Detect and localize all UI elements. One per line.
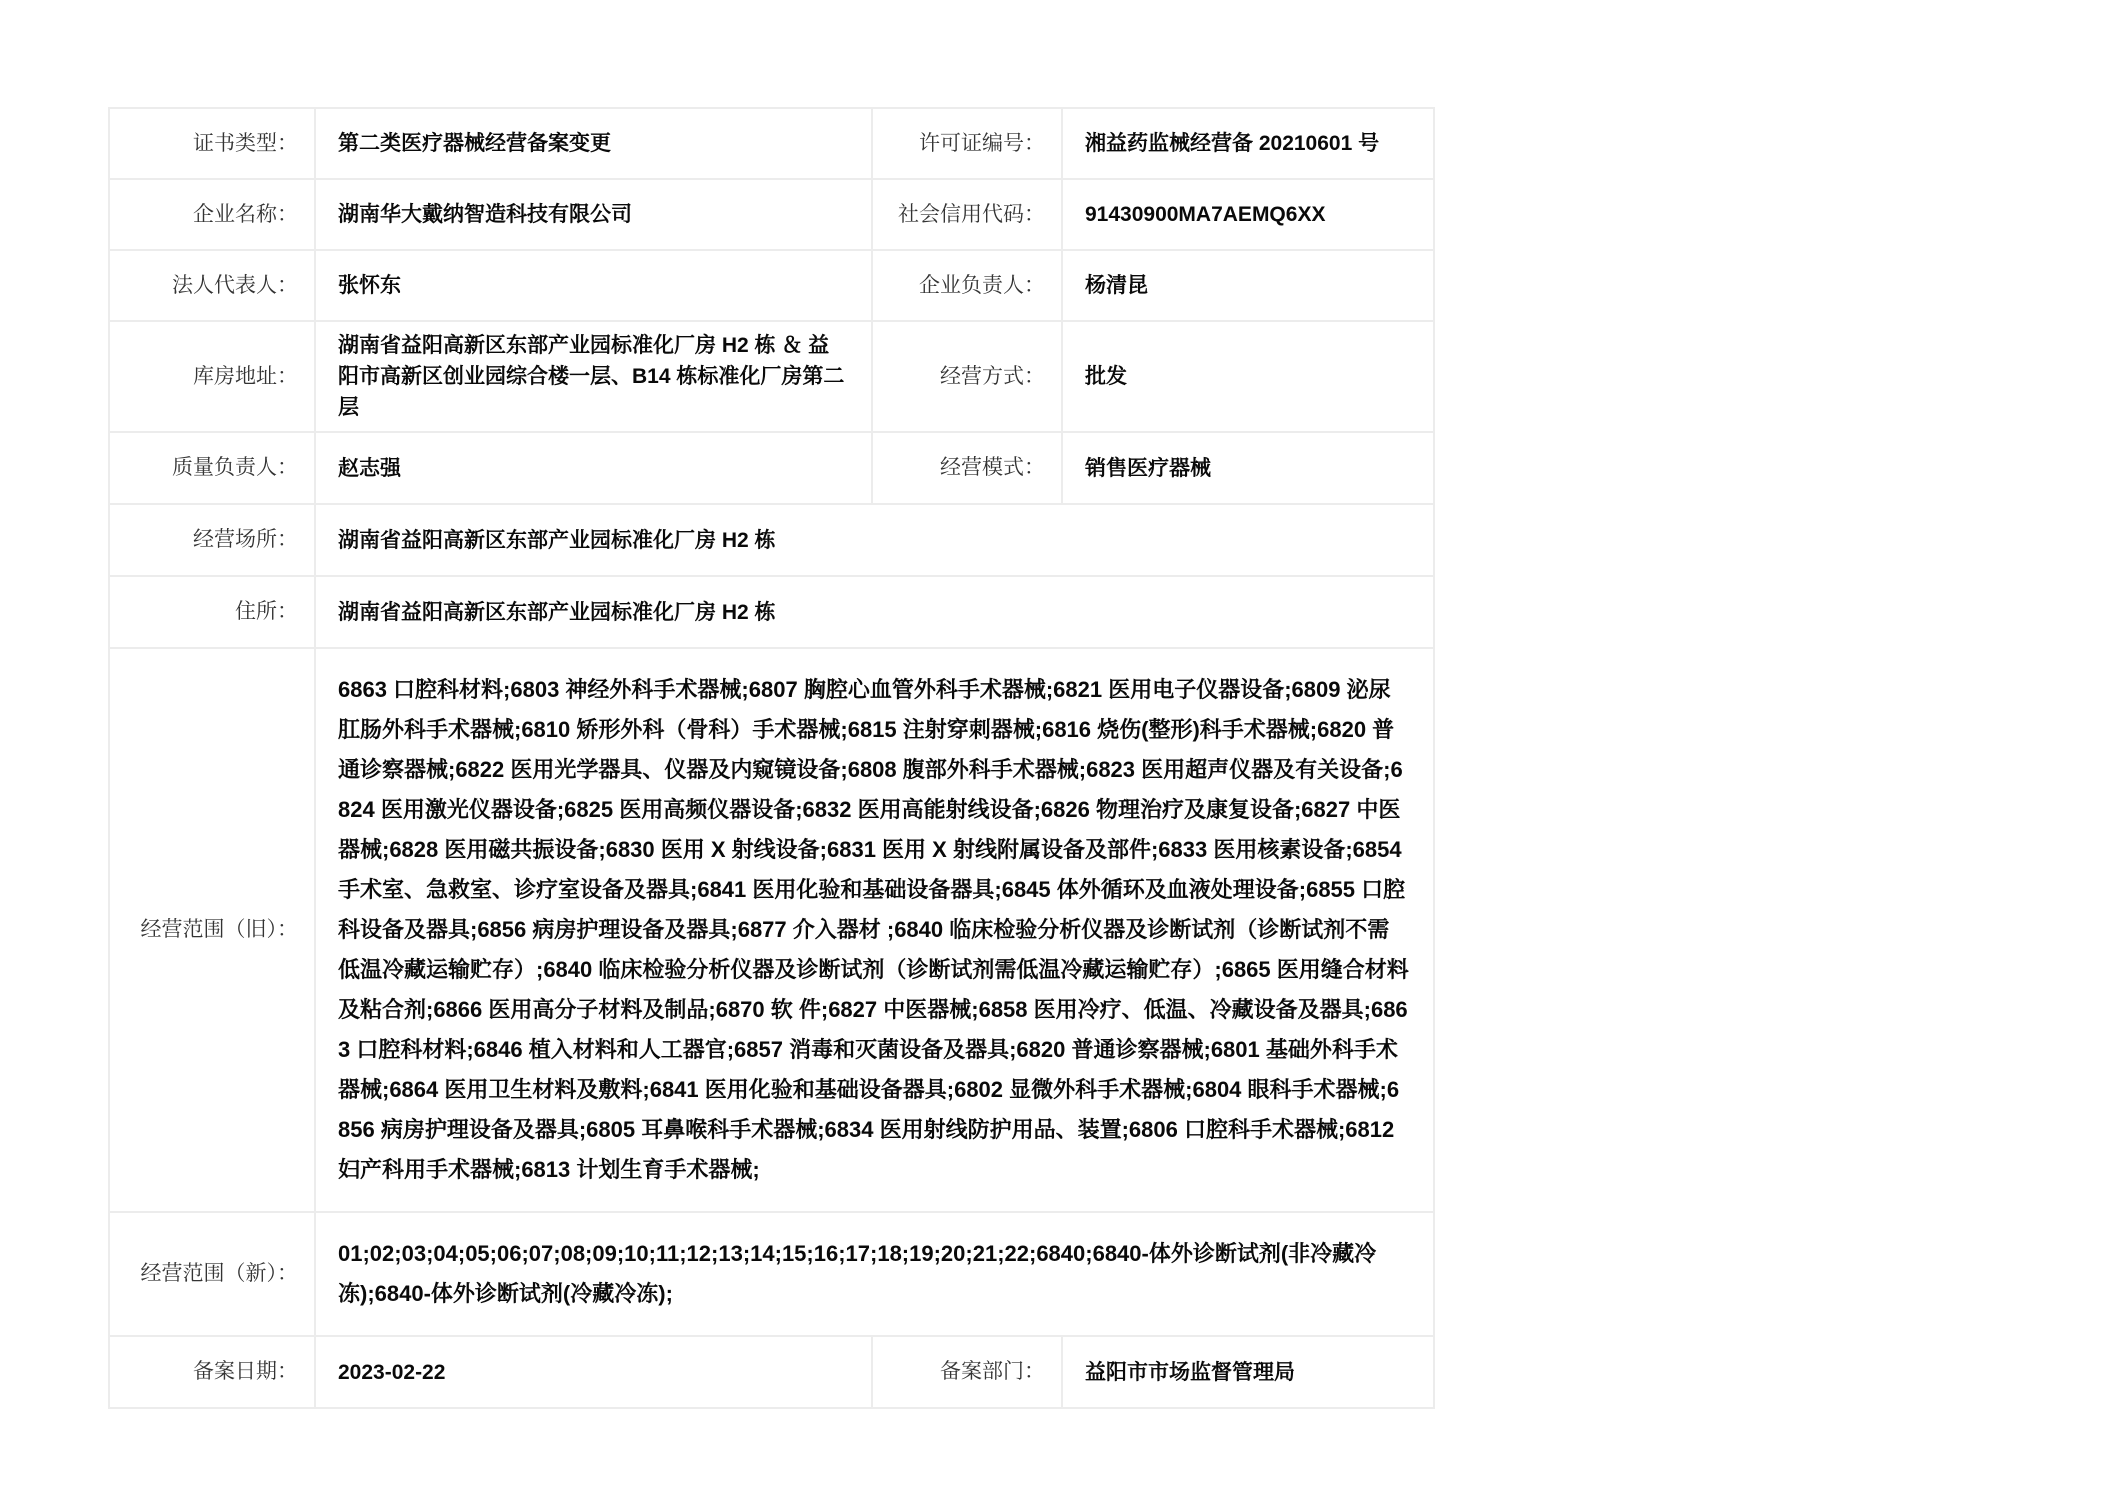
table-row bbox=[109, 250, 1434, 321]
warehouse-address-value: 湖南省益阳高新区东部产业园标准化厂房 H2 栋 ＆ 益阳市高新区创业园综合楼一层、B14 栋标准化厂房第二层 bbox=[315, 321, 872, 432]
company-name-label: 企业名称： bbox=[109, 179, 315, 250]
table-row bbox=[109, 1212, 1434, 1336]
filing-dept-value: 益阳市市场监督管理局 bbox=[1062, 1336, 1434, 1408]
biz-mode-label: 经营模式： bbox=[872, 432, 1062, 504]
principal-value: 杨清昆 bbox=[1062, 250, 1434, 321]
cert-type-label: 证书类型： bbox=[109, 108, 315, 179]
biz-method-label: 经营方式： bbox=[872, 321, 1062, 432]
legal-rep-label: 法人代表人： bbox=[109, 250, 315, 321]
registration-table bbox=[108, 107, 1435, 1409]
residence-label: 住所： bbox=[109, 576, 315, 648]
residence-value: 湖南省益阳高新区东部产业园标准化厂房 H2 栋 bbox=[315, 576, 1434, 648]
table-row bbox=[109, 576, 1434, 648]
table-row bbox=[109, 1336, 1434, 1408]
table-row bbox=[109, 321, 1434, 432]
scope-new-label: 经营范围（新）： bbox=[109, 1212, 315, 1336]
table-row bbox=[109, 432, 1434, 504]
quality-head-value: 赵志强 bbox=[315, 432, 872, 504]
table-row bbox=[109, 504, 1434, 576]
warehouse-address-label: 库房地址： bbox=[109, 321, 315, 432]
company-name-value: 湖南华大戴纳智造科技有限公司 bbox=[315, 179, 872, 250]
premises-label: 经营场所： bbox=[109, 504, 315, 576]
license-no-value: 湘益药监械经营备 20210601 号 bbox=[1062, 108, 1434, 179]
biz-method-value: 批发 bbox=[1062, 321, 1434, 432]
cert-type-value: 第二类医疗器械经营备案变更 bbox=[315, 108, 872, 179]
filing-dept-label: 备案部门： bbox=[872, 1336, 1062, 1408]
scope-old-label: 经营范围（旧）： bbox=[109, 648, 315, 1212]
table-row bbox=[109, 108, 1434, 179]
credit-code-label: 社会信用代码： bbox=[872, 179, 1062, 250]
credit-code-value: 91430900MA7AEMQ6XX bbox=[1062, 179, 1434, 250]
license-no-label: 许可证编号： bbox=[872, 108, 1062, 179]
scope-new-value: 01;02;03;04;05;06;07;08;09;10;11;12;13;14;15;16;17;18;19;20;21;22;6840;6840-体外诊断试剂(非冷藏冷冻);6840-体外诊断试剂(冷藏冷冻); bbox=[315, 1212, 1434, 1336]
filing-date-label: 备案日期： bbox=[109, 1336, 315, 1408]
table-row bbox=[109, 179, 1434, 250]
premises-value: 湖南省益阳高新区东部产业园标准化厂房 H2 栋 bbox=[315, 504, 1434, 576]
legal-rep-value: 张怀东 bbox=[315, 250, 872, 321]
principal-label: 企业负责人： bbox=[872, 250, 1062, 321]
quality-head-label: 质量负责人： bbox=[109, 432, 315, 504]
scope-old-value: 6863 口腔科材料;6803 神经外科手术器械;6807 胸腔心血管外科手术器械;6821 医用电子仪器设备;6809 泌尿肛肠外科手术器械;6810 矫形外科（骨科）手术器械;6815 注射穿刺器械;6816 烧伤(整形)科手术器械;6820 普通诊察器械;6822 医用光学器具、仪器及内窥镜设备;6808 腹部外科手术器械;6823 医用超声仪器及有关设备;6824 医用激光仪器设备;6825 医用高频仪器设备;6832 医用高能射线设备;6826 物理治疗及康复设备;6827 中医器械;6828 医用磁共振设备;6830 医用 X 射线设备;6831 医用 X 射线附属设备及部件;6833 医用核素设备;6854 手术室、急救室、诊疗室设备及器具;6841 医用化验和基础设备器具;6845 体外循环及血液处理设备;6855 口腔科设备及器具;6856 病房护理设备及器具;6877 介入器材 ;6840 临床检验分析仪器及诊断试剂（诊断试剂不需低温冷藏运输贮存）;6840 临床检验分析仪器及诊断试剂（诊断试剂需低温冷藏运输贮存）;6865 医用缝合材料及粘合剂;6866 医用高分子材料及制品;6870 软 件;6827 中医器械;6858 医用冷疗、低温、冷藏设备及器具;6863 口腔科材料;6846 植入材料和人工器官;6857 消毒和灭菌设备及器具;6820 普通诊察器械;6801 基础外科手术器械;6864 医用卫生材料及敷料;6841 医用化验和基础设备器具;6802 显微外科手术器械;6804 眼科手术器械;6856 病房护理设备及器具;6805 耳鼻喉科手术器械;6834 医用射线防护用品、装置;6806 口腔科手术器械;6812 妇产科用手术器械;6813 计划生育手术器械; bbox=[315, 648, 1434, 1212]
biz-mode-value: 销售医疗器械 bbox=[1062, 432, 1434, 504]
filing-date-value: 2023-02-22 bbox=[315, 1336, 872, 1408]
table-row bbox=[109, 648, 1434, 1212]
